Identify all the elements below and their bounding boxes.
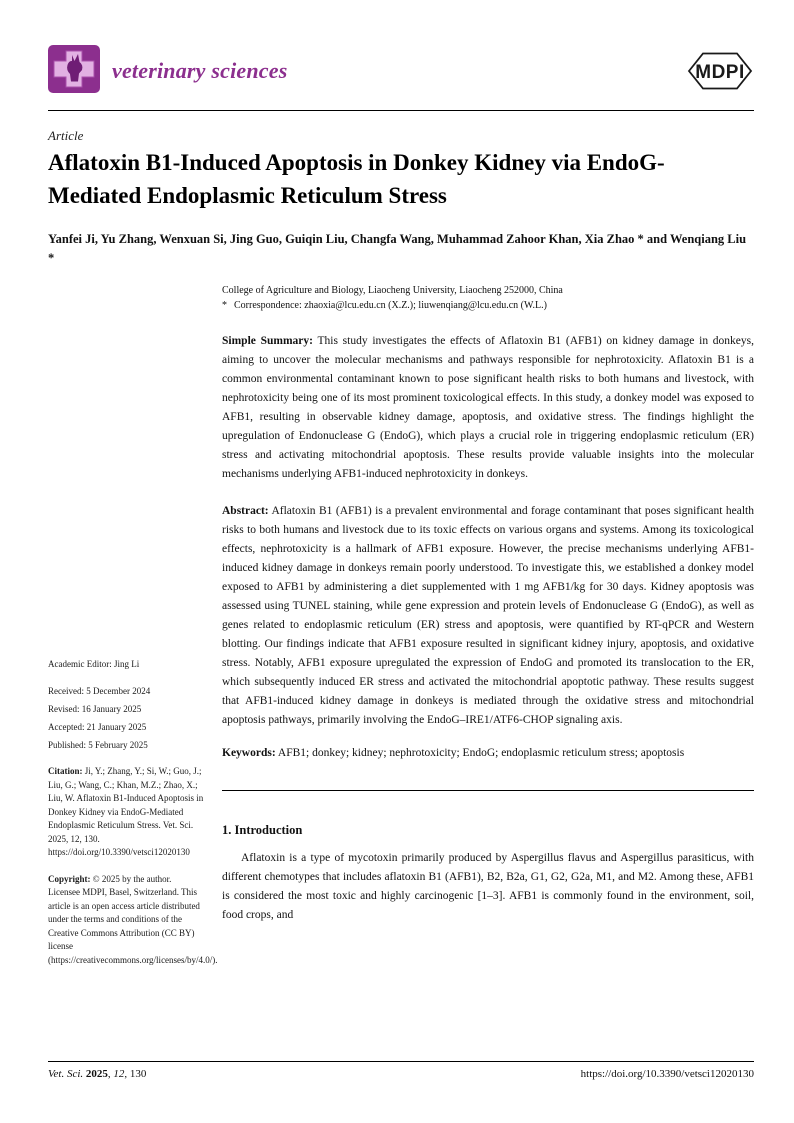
simple-summary-text: This study investigates the effects of Aflatoxin B1 (AFB1) on kidney damage in donkeys, aiming to uncover the molecular mechanisms and pathways responsible for nephrotoxicity. Aflatoxin B1 is a common environmental contaminant known to pose significant health risks to both humans and livestock, with nephrotoxicity being one of its most prominent toxicological effects. In this study, a donkey model was exposed to AFB1, resulting in observable kidney damage, apoptosis, and oxidative stress. The findings highlight the upregulation of Endonuclease G (EndoG), which plays a crucial role in triggering endoplasmic reticulum (ER) stress and activating mitochondrial apoptosis. These results provide valuable insights into the molecular mechanisms underlying AFB1-induced nephrotoxicity in donkeys.: [222, 335, 755, 480]
affiliation: College of Agriculture and Biology, Liaocheng University, Liaocheng 252000, China: [222, 285, 563, 296]
section-divider: [222, 790, 754, 791]
page-footer: [48, 1068, 754, 1080]
mdpi-logo: [686, 50, 754, 92]
copyright-label: Copyright:: [48, 873, 91, 884]
introduction-heading: 1. Introduction: [222, 823, 303, 837]
simple-summary: [222, 332, 754, 484]
citation-block: [48, 765, 204, 860]
header-rule: [48, 110, 754, 111]
footer-journal-ref: Vet. Sci. 2025, 12, 130: [48, 1068, 147, 1080]
published-date: Published: 5 February 2025: [48, 739, 148, 750]
keywords-text: AFB1; donkey; kidney; nephrotoxicity; EndoG; endoplasmic reticulum stress; apoptosis: [277, 747, 685, 759]
article-type-label: Article: [48, 128, 84, 143]
footer-rule: [48, 1061, 754, 1062]
introduction-paragraph: Aflatoxin is a type of mycotoxin primarily produced by Aspergillus flavus and Aspergillus parasiticus, with different chemotypes that includes aflatoxin B1 (AFB1), B2, B2a, G1, G2, G2a, M1, and M2. Among these, AFB1 is considered the most toxic and highly carcinogenic [1–3]. AFB1 is commonly found in the environment, soil, food crops, and: [222, 852, 754, 921]
page-title: Aflatoxin B1-Induced Apoptosis in Donkey Kidney via EndoG-Mediated Endoplasmic Reticulum Stress: [48, 150, 665, 208]
accepted-date: Accepted: 21 January 2025: [48, 721, 147, 732]
affiliation-block: [222, 284, 754, 313]
correspondence-marker: *: [222, 299, 227, 311]
mdpi-logo-text: MDPI: [695, 62, 745, 83]
correspondence-line: [222, 299, 754, 314]
keywords-label: Keywords:: [222, 747, 276, 759]
abstract: [222, 502, 754, 730]
revised-date: Revised: 16 January 2025: [48, 703, 142, 714]
footer-doi-link[interactable]: https://doi.org/10.3390/vetsci12020130: [580, 1068, 754, 1080]
copyright-text: © 2025 by the author. Licensee MDPI, Basel, Switzerland. This article is an open access article distributed under the terms and conditions of the Creative Commons Attribution (CC BY) license (https://creativecommons.org/licenses/by/4.0/).: [48, 873, 218, 965]
correspondence-text: Correspondence: zhaoxia@lcu.edu.cn (X.Z.); liuwenqiang@lcu.edu.cn (W.L.): [234, 299, 547, 311]
history-dates: [48, 685, 204, 753]
article-content: [222, 284, 754, 980]
veterinary-sciences-logo-icon: [48, 45, 100, 98]
simple-summary-label: Simple Summary:: [222, 335, 313, 347]
citation-text: Ji, Y.; Zhang, Y.; Si, W.; Guo, J.; Liu, G.; Wang, C.; Khan, M.Z.; Zhao, X.; Liu, W. Aflatoxin B1-Induced Apoptosis in Donkey Kidney via EndoG-Mediated Endoplasmic Reticulum Stress. Vet. Sci. 2025, 12, 130. https://doi.org/10.3390/vetsci12020130: [48, 766, 204, 857]
received-date: Received: 5 December 2024: [48, 685, 151, 696]
journal-header: [48, 44, 754, 98]
left-sidebar: [48, 284, 218, 980]
authors-line: Yanfei Ji, Yu Zhang, Wenxuan Si, Jing Guo, Guiqin Liu, Changfa Wang, Muhammad Zahoor Khan, Xia Zhao * and Wenqiang Liu *: [48, 232, 747, 265]
abstract-label: Abstract:: [222, 505, 269, 517]
abstract-text: Aflatoxin B1 (AFB1) is a prevalent environmental and forage contaminant that poses significant health risks to both humans and livestock due to its toxic effects on various organs and systems. Among its toxicological effects, nephrotoxicity is a hallmark of AFB1 exposure. However, the precise mechanisms underlying AFB1-induced kidney damage in donkeys remain poorly understood. To investigate this, we established a donkey model exposed to AFB1 by administering a diet supplemented with 1 mg AFB1/kg for 30 days. Kidney apoptosis was assessed using TUNEL staining, while gene expression and protein levels of Endonuclease G (EndoG), as well as genes related to endoplasmic reticulum (ER) stress and apoptosis, were quantified by RT-qPCR and Western blotting. Our findings indicate that AFB1 exposure resulted in significant kidney injury, apoptosis, and oxidative stress. Notably, AFB1 exposure upregulated the expression of EndoG and promoted its translocation to the ER, which subsequently induced ER stress and activated the mitochondrial apoptotic pathway. These results suggest that AFB1-induced kidney damage in donkeys is mediated through the oxidative stress and mitochondrial apoptosis pathways, primarily involving the EndoG–IRE1/ATF6-CHOP signaling axis.: [222, 505, 755, 726]
journal-name: veterinary sciences: [112, 58, 288, 83]
journal-brand: [48, 45, 287, 98]
main-columns: [48, 284, 754, 980]
copyright-block: [48, 873, 218, 968]
keywords: [222, 744, 754, 763]
citation-label: Citation:: [48, 766, 83, 776]
academic-editor: Academic Editor: Jing Li: [48, 659, 140, 669]
